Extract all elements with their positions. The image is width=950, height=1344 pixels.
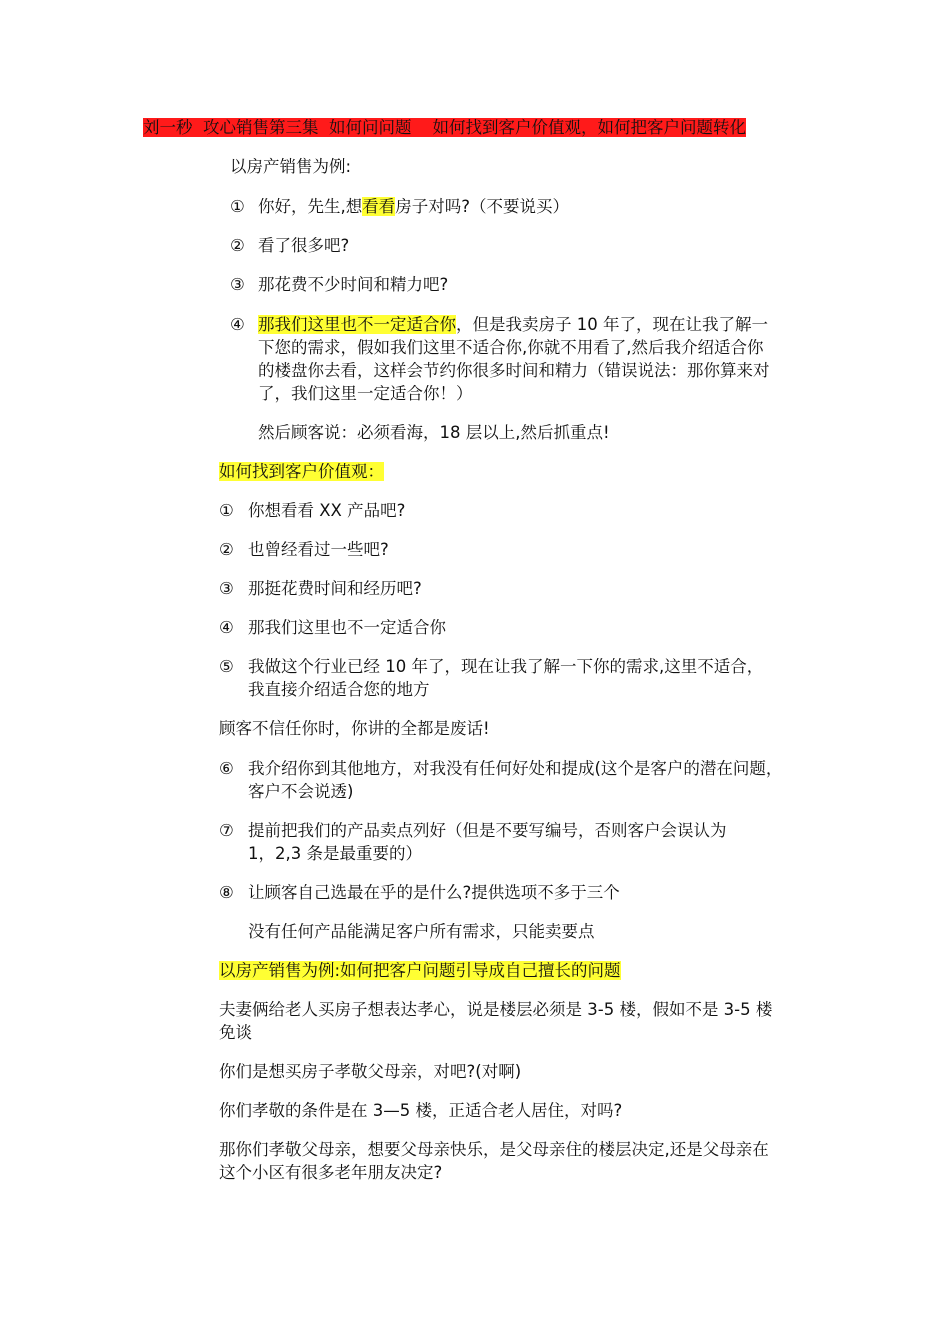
- section-heading: 以房产销售为例:如何把客户问题引导成自己擅长的问题: [219, 961, 621, 980]
- list-item: 看了很多吧?: [258, 236, 350, 255]
- list-number: ④: [219, 618, 234, 637]
- list-item: 那花费不少时间和精力吧?: [258, 275, 449, 294]
- list-number: ②: [219, 540, 234, 559]
- list-number: ④: [230, 315, 245, 334]
- summary-text: 没有任何产品能满足客户所有需求，只能卖要点: [248, 922, 595, 941]
- list-item: 那我们这里也不一定适合你: [248, 618, 446, 637]
- list-number: ⑦: [219, 821, 234, 840]
- list-number: ⑥: [219, 759, 234, 778]
- list-item: 那挺花费时间和经历吧?: [248, 579, 422, 598]
- title-part-topic: 如何问问题: [329, 118, 412, 137]
- highlighted-text: 看看: [362, 197, 396, 216]
- paragraph: 你们是想买房子孝敬父母亲，对吧?(对啊): [219, 1062, 522, 1081]
- list-item: 你好，先生,想看看房子对吗?（不要说买）: [258, 197, 570, 216]
- note-text: 顾客不信任你时，你讲的全都是废话!: [219, 719, 490, 738]
- list-number: ①: [219, 501, 234, 520]
- paragraph: 你们孝敬的条件是在 3—5 楼，正适合老人居住，对吗?: [219, 1101, 623, 1120]
- list-number: ②: [230, 236, 245, 255]
- list-item: 也曾经看过一些吧?: [248, 540, 389, 559]
- title-part-author: 刘一秒: [143, 118, 193, 137]
- list-number: ③: [230, 275, 245, 294]
- list-number: ⑤: [219, 657, 234, 676]
- section-heading: 如何找到客户价值观：: [219, 462, 384, 481]
- highlighted-text: 那我们这里也不一定适合你: [258, 315, 456, 334]
- customer-response: 然后顾客说：必须看海，18 层以上,然后抓重点!: [258, 423, 610, 442]
- list-number: ③: [219, 579, 234, 598]
- document-title: [143, 117, 746, 139]
- list-number: ①: [230, 197, 245, 216]
- list-item: 让顾客自己选最在乎的是什么?提供选项不多于三个: [248, 883, 620, 902]
- list-number: ⑧: [219, 883, 234, 902]
- title-part-subtopic: 如何找到客户价值观，如何把客户问题转化: [432, 118, 746, 137]
- section1-intro: 以房产销售为例:: [230, 157, 352, 176]
- title-part-series: 攻心销售第三集: [203, 118, 319, 137]
- list-item: 你想看看 XX 产品吧?: [248, 501, 406, 520]
